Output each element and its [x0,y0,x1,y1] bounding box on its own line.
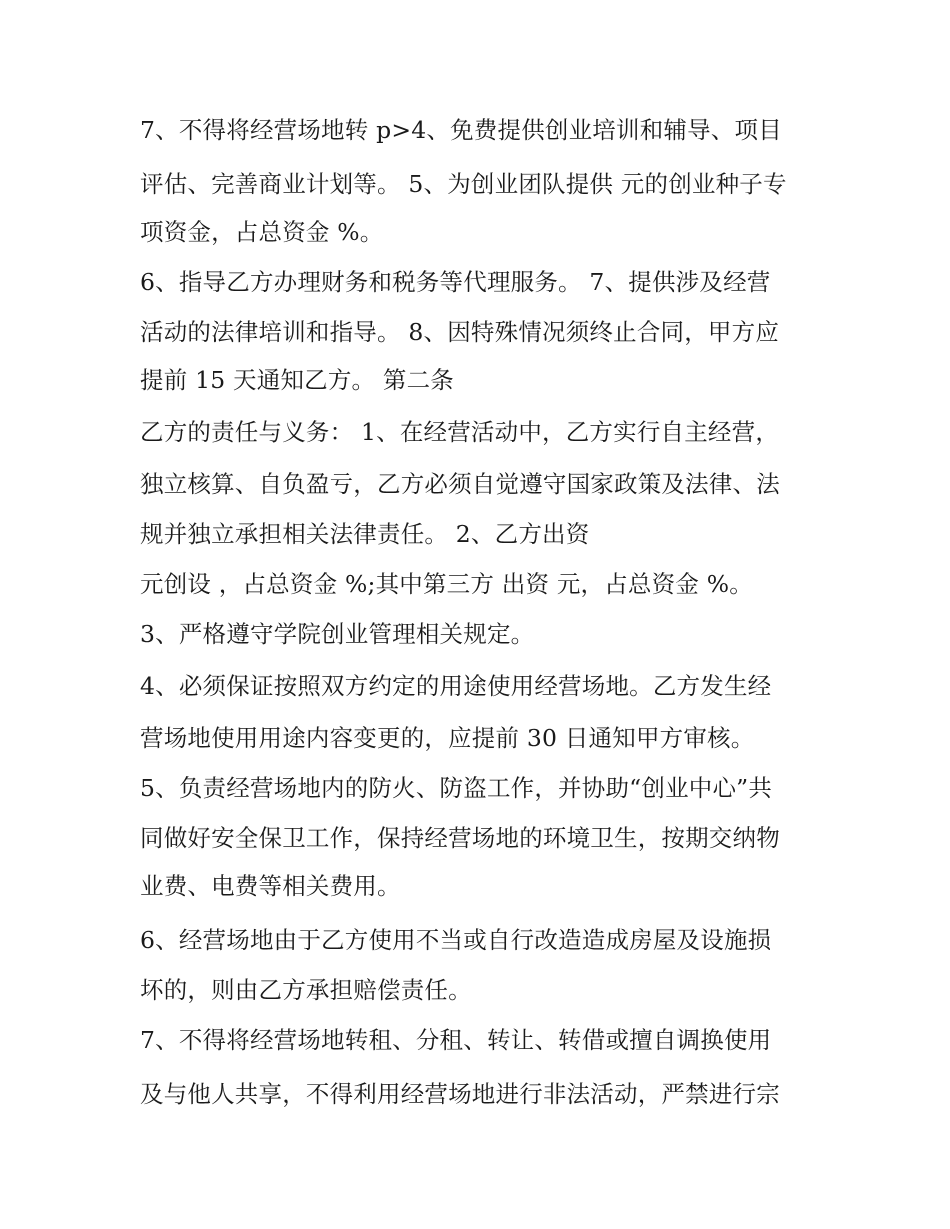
text-line: 项资金，占总资金 %。 [140,218,384,246]
text-line: 独立核算、自负盈亏，乙方必须自觉遵守国家政策及法律、法 [140,470,780,498]
text-line: 乙方的责任与义务： 1、在经营活动中，乙方实行自主经营， [140,418,780,446]
text-line: 5、负责经营场地内的防火、防盗工作，并协助“创业中心”共 [140,774,773,802]
text-line: 元创设 ，占总资金 %;其中第三方 出资 元，占总资金 %。 [140,570,753,598]
text-line: 评估、完善商业计划等。 5、为创业团队提供 元的创业种子专 [140,170,787,198]
text-line: 4、必须保证按照双方约定的用途使用经营场地。乙方发生经 [140,672,772,700]
text-line: 坏的，则由乙方承担赔偿责任。 [140,976,472,1004]
text-line: 规并独立承担相关法律责任。 2、乙方出资 [140,520,590,548]
text-line: 提前 15 天通知乙方。 第二条 [140,366,455,394]
text-line: 7、不得将经营场地转租、分租、转让、转借或擅自调换使用 [140,1026,772,1054]
text-line: 营场地使用用途内容变更的，应提前 30 日通知甲方审核。 [140,724,755,752]
text-line: 6、经营场地由于乙方使用不当或自行改造造成房屋及设施损 [140,926,772,954]
text-line: 活动的法律培训和指导。 8、因特殊情况须终止合同，甲方应 [140,318,780,346]
text-line: 同做好安全保卫工作，保持经营场地的环境卫生，按期交纳物 [140,824,780,852]
text-line: 业费、电费等相关费用。 [140,872,401,900]
text-line: 3、严格遵守学院创业管理相关规定。 [140,620,535,648]
text-line: 及与他人共享，不得利用经营场地进行非法活动，严禁进行宗 [140,1080,780,1108]
text-line: 6、指导乙方办理财务和税务等代理服务。 7、提供涉及经营 [140,268,771,296]
text-line: 7、不得将经营场地转 p>4、免费提供创业培训和辅导、项目 [140,116,782,144]
